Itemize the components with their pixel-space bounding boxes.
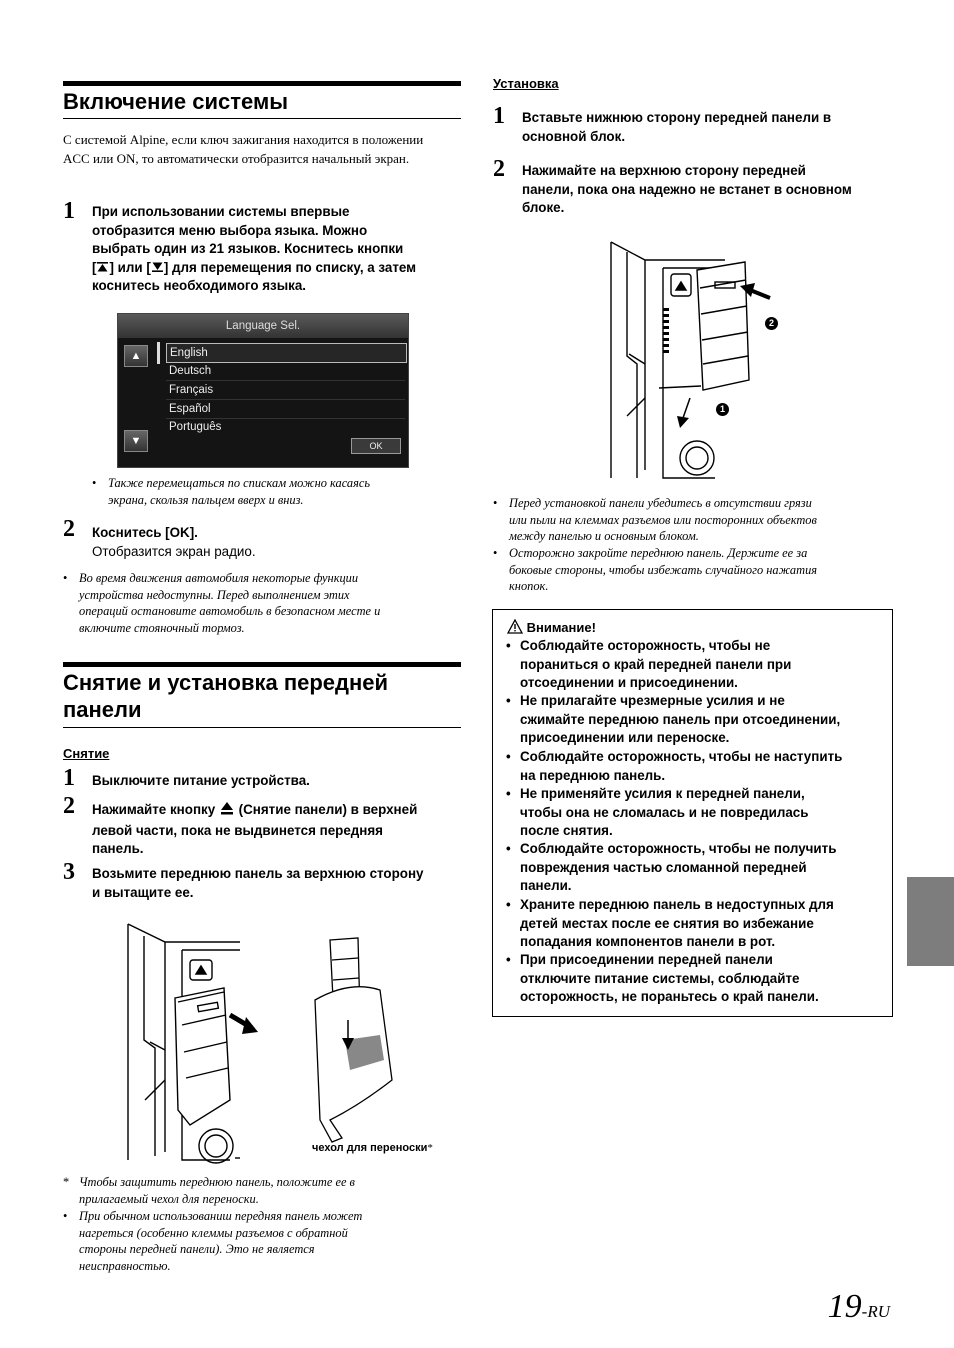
step-line: При использовании системы впервые <box>92 204 350 219</box>
footnote: * Чтобы защитить переднюю панель, положите ее в прилагаемый чехол для переноски. <box>63 1175 355 1206</box>
language-item[interactable]: English <box>166 343 407 363</box>
carry-case-label: чехол для переноски* <box>312 1142 433 1154</box>
arrow-down-icon: ▼ <box>130 435 142 447</box>
eject-icon <box>219 800 235 822</box>
section-title-power-on: Включение системы <box>63 89 289 114</box>
step-line: коснитесь необходимого языка. <box>92 278 307 293</box>
step-text: Выключите питание устройства. <box>92 773 310 788</box>
section-top-rule <box>63 662 461 667</box>
caution-title: Внимание! <box>507 619 596 639</box>
language-item[interactable]: Français <box>166 381 405 400</box>
step-number: 2 <box>63 793 75 819</box>
step-number: 2 <box>63 516 75 542</box>
note: • Во время движения автомобиля некоторые функции устройства недоступны. Перед выполнением этих операций остановите автомобиль в безопасном месте и включите стояночный тормоз. <box>63 571 381 635</box>
chapter-tab <box>907 877 954 966</box>
step-number: 3 <box>63 859 75 885</box>
warning-triangle-icon <box>507 619 523 639</box>
caution-item: • Храните переднюю панель в недоступных для детей местах после ее снятия во избежание попадания компонентов панели в рот. <box>506 897 834 949</box>
removal-illustration <box>120 920 465 1168</box>
page-number: 19-RU <box>827 1288 890 1325</box>
section-title-underline <box>63 118 461 119</box>
step-text: Вставьте нижнюю сторону передней панели в основной блок. <box>522 110 832 144</box>
list-down-button[interactable] <box>124 430 148 452</box>
step-number: 2 <box>493 156 505 182</box>
language-item[interactable]: Português <box>169 421 222 433</box>
caution-item: • Соблюдайте осторожность, чтобы не наступить на переднюю панель. <box>506 749 843 783</box>
callout-2: 2 <box>765 317 778 330</box>
step-number: 1 <box>63 765 75 791</box>
callout-1: 1 <box>716 403 729 416</box>
install-heading: Установка <box>493 76 559 91</box>
caution-item: • Не прилагайте чрезмерные усилия и не сжимайте переднюю панель при отсоединении, присоединении или переноске. <box>506 693 841 745</box>
step-text <box>92 203 462 296</box>
note: • Также перемещаться по спискам можно касаясь экрана, скользя пальцем вверх и вниз. <box>92 476 370 507</box>
step-line: отобразится меню выбора языка. Можно <box>92 222 368 238</box>
language-select-screen <box>117 313 409 468</box>
install-illustration <box>605 238 795 483</box>
language-item[interactable]: Español <box>166 400 405 419</box>
caution-item: • Соблюдайте осторожность, чтобы не пораниться о край передней панели при отсоединении и присоединении. <box>506 638 792 690</box>
caution-item: • Не применяйте усилия к передней панели, чтобы она не сломалась и не повредилась после снятия. <box>506 786 809 838</box>
ok-button[interactable]: OK <box>351 438 401 454</box>
language-screen-title: Language Sel. <box>118 314 408 338</box>
note: • Осторожно закройте переднюю панель. Держите ее за боковые стороны, чтобы избежать случайного нажатия кнопок. <box>493 546 818 593</box>
caution-item: • Соблюдайте осторожность, чтобы не получить повреждения частью сломанной передней панели. <box>506 841 837 893</box>
section-title-underline <box>63 727 461 728</box>
footnote: • При обычном использованиш передняя панель может нагреться (особенно клеммы разъемов с обратной стороны передней панели). Это не является неисправностью. <box>63 1209 363 1273</box>
step-number: 1 <box>493 103 505 129</box>
arrow-up-icon: ▲ <box>130 350 142 362</box>
section-top-rule <box>63 81 461 86</box>
list-up-button[interactable] <box>124 345 148 367</box>
scroll-down-icon <box>151 259 164 278</box>
caution-item: • При присоединении передней панели отключите питание системы, соблюдайте осторожность, не пораньтесь о край панели. <box>506 952 819 1004</box>
removal-heading: Снятие <box>63 746 110 761</box>
step-number: 1 <box>63 198 75 224</box>
caution-box <box>492 609 893 1017</box>
note: • Перед установкой панели убедитесь в отсутствии грязи или пыли на клеммах разъемов или посторонних объектов между панелью и основным блоком. <box>493 496 817 543</box>
step-text: Коснитесь [OK]. Отобразится экран радио. <box>92 525 256 559</box>
intro-paragraph: С системой Alpine, если ключ зажигания находится в положении ACC или ON, то автоматически отобразится начальный экран. <box>63 132 424 166</box>
list-scrollbar[interactable] <box>157 342 160 364</box>
step-line: выбрать один из 21 языков. Коснитесь кнопки <box>92 241 404 256</box>
section-title-panel: Снятие и установка передней панели <box>63 670 389 722</box>
step-text: Нажимайте на верхнюю сторону передней панели, пока она надежно не встанет в основном блоке. <box>522 163 852 215</box>
step-text: Возьмите переднюю панель за верхнюю сторону и вытащите ее. <box>92 866 424 900</box>
language-item[interactable]: Deutsch <box>166 362 405 381</box>
step-line: [ ] или [ ] для перемещения по списку, а затем <box>92 259 462 278</box>
step-text: Нажимайте кнопку (Снятие панели) в верхней левой части, пока не выдвинется передняя панель. <box>92 802 418 856</box>
scroll-up-icon <box>96 259 109 278</box>
